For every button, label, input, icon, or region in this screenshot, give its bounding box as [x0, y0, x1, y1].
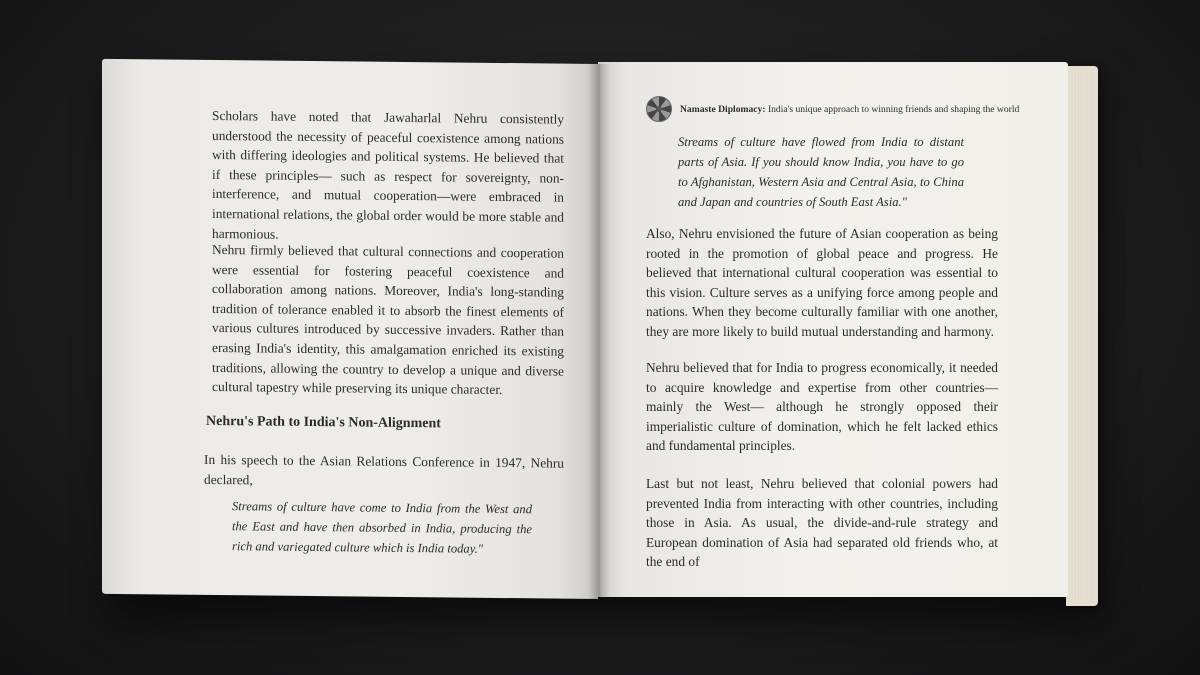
left-paragraph-2: Nehru firmly believed that cultural connections and cooperation were essential for fostering peaceful coexistence and collaboration among nations. Moreover, India's long-standing tradition of tolerance enabled it to absorb the finest elements of various cultures introduced by successive invaders. Rather than erasing India's identity, this amalgamation enriched its existing traditions, allowing the country to develop a unique and diverse cultural tapestry while preserving its unique character.: [212, 241, 564, 398]
running-header-title: Namaste Diplomacy:: [680, 103, 766, 115]
book-gutter: [588, 64, 610, 604]
right-page: [598, 62, 1068, 597]
right-paragraph-3: Last but not least, Nehru believed that colonial powers had prevented India from interacting with other countries, including those in Asia. As usual, the divide-and-rule strategy and European domination of Asia had separated old friends who, at the end of: [646, 476, 998, 570]
left-paragraph-3: In his speech to the Asian Relations Conference in 1947, Nehru declared,: [204, 451, 564, 487]
running-header-subtitle: India's unique approach to winning friends and shaping the world: [767, 103, 1020, 115]
mandala-logo-icon: [646, 96, 672, 122]
section-heading: Nehru's Path to India's Non-Alignment: [206, 413, 441, 432]
right-quote: Streams of culture have flowed from India to distant parts of Asia. If you should know India, you have to go to Afghanistan, Western Asia and Central Asia, to China and Japan and countries of South East Asia.": [678, 135, 964, 209]
right-paragraph-1: Also, Nehru envisioned the future of Asian cooperation as being rooted in the promotion of global peace and progress. He believed that international cultural cooperation was essential to this vision. Culture serves as a unifying force among people and nations. When they become culturally familiar with one another, they are more likely to build mutual understanding and harmony.: [646, 226, 998, 339]
left-quote: Streams of culture have come to India from the West and the East and have then absorbed in India, producing the rich and variegated culture which is India today.": [232, 499, 532, 556]
left-paragraph-1: Scholars have noted that Jawaharlal Nehru consistently understood the necessity of peaceful coexistence among nations with differing ideologies and political systems. He believed that if these principles— such as respect for sovereignty, non-interference, and mutual cooperation—were embraced in international relations, the global order would be more stable and harmonious.: [212, 107, 564, 242]
left-page: [102, 59, 598, 599]
page-edges: [1066, 66, 1098, 606]
running-header: [646, 96, 1046, 122]
right-paragraph-2: Nehru believed that for India to progress economically, it needed to acquire knowledge and expertise from other countries— mainly the West— although he strongly opposed their imperialistic culture of domination, which he felt lacked ethics and fundamental principles.: [646, 360, 998, 454]
